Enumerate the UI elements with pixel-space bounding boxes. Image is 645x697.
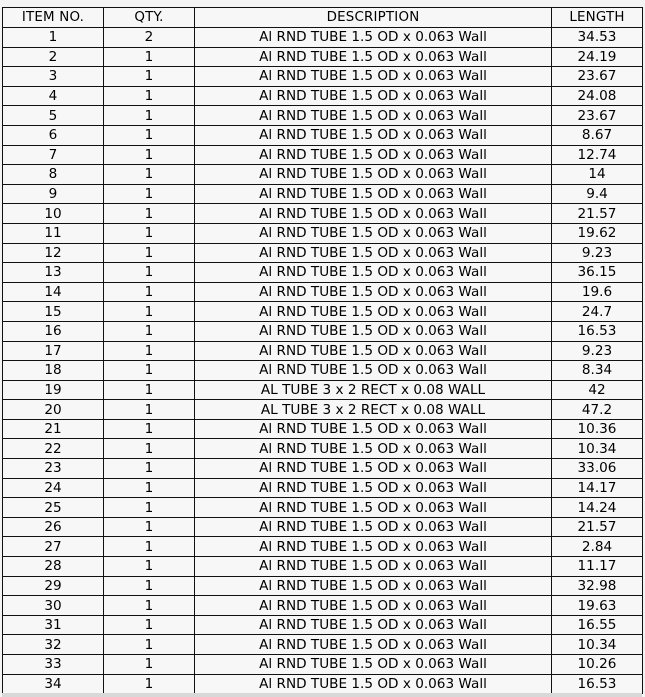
table-row [3, 674, 643, 694]
table-row [3, 557, 643, 577]
cell-item-no: 4 [3, 86, 104, 106]
table-row [3, 204, 643, 224]
cell-item-no: 6 [3, 125, 104, 145]
cell-description: Al RND TUBE 1.5 OD x 0.063 Wall [195, 557, 552, 577]
cell-length: 10.34 [552, 635, 643, 655]
cell-item-no: 32 [3, 635, 104, 655]
header-description: DESCRIPTION [195, 8, 552, 28]
cell-item-no: 2 [3, 47, 104, 67]
cell-length: 21.57 [552, 517, 643, 537]
cell-item-no: 21 [3, 419, 104, 439]
cell-description: Al RND TUBE 1.5 OD x 0.063 Wall [195, 184, 552, 204]
table-row [3, 165, 643, 185]
cell-length: 23.67 [552, 106, 643, 126]
cell-length: 23.67 [552, 67, 643, 87]
table-row [3, 615, 643, 635]
cell-length: 8.67 [552, 125, 643, 145]
cell-qty: 1 [104, 439, 195, 459]
table-row [3, 67, 643, 87]
cell-item-no: 16 [3, 321, 104, 341]
cell-item-no: 8 [3, 165, 104, 185]
cell-description: Al RND TUBE 1.5 OD x 0.063 Wall [195, 282, 552, 302]
header-item-no: ITEM NO. [3, 8, 104, 28]
cell-description: Al RND TUBE 1.5 OD x 0.063 Wall [195, 439, 552, 459]
table-row [3, 184, 643, 204]
cell-qty: 1 [104, 459, 195, 479]
cell-qty: 1 [104, 86, 195, 106]
cell-item-no: 14 [3, 282, 104, 302]
cell-description: Al RND TUBE 1.5 OD x 0.063 Wall [195, 498, 552, 518]
cell-item-no: 18 [3, 361, 104, 381]
cell-qty: 1 [104, 282, 195, 302]
cell-description: Al RND TUBE 1.5 OD x 0.063 Wall [195, 47, 552, 67]
table-row [3, 341, 643, 361]
cell-item-no: 13 [3, 263, 104, 283]
cell-item-no: 27 [3, 537, 104, 557]
cell-description: Al RND TUBE 1.5 OD x 0.063 Wall [195, 223, 552, 243]
cell-item-no: 30 [3, 596, 104, 616]
table-row [3, 498, 643, 518]
cell-description: Al RND TUBE 1.5 OD x 0.063 Wall [195, 478, 552, 498]
table-row [3, 28, 643, 48]
cell-description: Al RND TUBE 1.5 OD x 0.063 Wall [195, 361, 552, 381]
cell-item-no: 9 [3, 184, 104, 204]
cell-qty: 1 [104, 243, 195, 263]
cell-description: AL TUBE 3 x 2 RECT x 0.08 WALL [195, 380, 552, 400]
cell-description: Al RND TUBE 1.5 OD x 0.063 Wall [195, 615, 552, 635]
cell-description: Al RND TUBE 1.5 OD x 0.063 Wall [195, 674, 552, 694]
cell-item-no: 24 [3, 478, 104, 498]
table-row [3, 635, 643, 655]
bom-table-header [3, 8, 643, 28]
cell-item-no: 15 [3, 302, 104, 322]
cell-qty: 1 [104, 47, 195, 67]
table-row [3, 576, 643, 596]
cell-item-no: 12 [3, 243, 104, 263]
cell-qty: 1 [104, 478, 195, 498]
table-row [3, 321, 643, 341]
cell-length: 16.53 [552, 674, 643, 694]
cell-length: 24.7 [552, 302, 643, 322]
cell-qty: 1 [104, 635, 195, 655]
cell-item-no: 28 [3, 557, 104, 577]
table-row [3, 596, 643, 616]
cell-description: Al RND TUBE 1.5 OD x 0.063 Wall [195, 28, 552, 48]
table-row [3, 145, 643, 165]
cell-qty: 1 [104, 419, 195, 439]
cell-item-no: 19 [3, 380, 104, 400]
cell-qty: 1 [104, 361, 195, 381]
cell-item-no: 34 [3, 674, 104, 694]
cell-description: Al RND TUBE 1.5 OD x 0.063 Wall [195, 263, 552, 283]
cell-item-no: 25 [3, 498, 104, 518]
table-row [3, 282, 643, 302]
table-row [3, 655, 643, 675]
cell-item-no: 26 [3, 517, 104, 537]
cell-qty: 1 [104, 145, 195, 165]
cell-qty: 1 [104, 498, 195, 518]
cell-qty: 1 [104, 223, 195, 243]
cell-length: 19.62 [552, 223, 643, 243]
cell-qty: 1 [104, 576, 195, 596]
cell-qty: 1 [104, 517, 195, 537]
table-row [3, 223, 643, 243]
cell-description: Al RND TUBE 1.5 OD x 0.063 Wall [195, 576, 552, 596]
cell-length: 34.53 [552, 28, 643, 48]
cell-qty: 1 [104, 400, 195, 420]
cell-length: 8.34 [552, 361, 643, 381]
cell-description: Al RND TUBE 1.5 OD x 0.063 Wall [195, 341, 552, 361]
cell-item-no: 11 [3, 223, 104, 243]
cell-qty: 1 [104, 184, 195, 204]
cell-length: 36.15 [552, 263, 643, 283]
cell-item-no: 31 [3, 615, 104, 635]
cell-length: 42 [552, 380, 643, 400]
table-row [3, 86, 643, 106]
cell-length: 24.08 [552, 86, 643, 106]
cell-length: 32.98 [552, 576, 643, 596]
cell-description: Al RND TUBE 1.5 OD x 0.063 Wall [195, 243, 552, 263]
cell-description: Al RND TUBE 1.5 OD x 0.063 Wall [195, 635, 552, 655]
cell-length: 10.26 [552, 655, 643, 675]
cell-item-no: 22 [3, 439, 104, 459]
table-row [3, 302, 643, 322]
cell-qty: 1 [104, 596, 195, 616]
cell-description: Al RND TUBE 1.5 OD x 0.063 Wall [195, 655, 552, 675]
cell-length: 47.2 [552, 400, 643, 420]
cell-item-no: 10 [3, 204, 104, 224]
table-bottom-edge [2, 693, 642, 697]
cell-length: 9.4 [552, 184, 643, 204]
table-row [3, 537, 643, 557]
table-row [3, 459, 643, 479]
cell-description: Al RND TUBE 1.5 OD x 0.063 Wall [195, 145, 552, 165]
cell-description: Al RND TUBE 1.5 OD x 0.063 Wall [195, 596, 552, 616]
cell-item-no: 33 [3, 655, 104, 675]
cell-item-no: 23 [3, 459, 104, 479]
table-row [3, 380, 643, 400]
table-row [3, 478, 643, 498]
cell-qty: 1 [104, 125, 195, 145]
bill-of-materials [2, 7, 642, 695]
header-qty: QTY. [104, 8, 195, 28]
cell-length: 16.53 [552, 321, 643, 341]
table-row [3, 439, 643, 459]
table-row [3, 47, 643, 67]
bom-table [2, 7, 643, 694]
cell-length: 14 [552, 165, 643, 185]
cell-description: Al RND TUBE 1.5 OD x 0.063 Wall [195, 67, 552, 87]
cell-length: 19.63 [552, 596, 643, 616]
cell-length: 9.23 [552, 243, 643, 263]
cell-qty: 1 [104, 537, 195, 557]
cell-description: Al RND TUBE 1.5 OD x 0.063 Wall [195, 204, 552, 224]
cell-qty: 1 [104, 615, 195, 635]
cell-description: Al RND TUBE 1.5 OD x 0.063 Wall [195, 302, 552, 322]
cell-description: Al RND TUBE 1.5 OD x 0.063 Wall [195, 517, 552, 537]
cell-length: 10.34 [552, 439, 643, 459]
cell-length: 19.6 [552, 282, 643, 302]
cell-length: 24.19 [552, 47, 643, 67]
table-row [3, 400, 643, 420]
cell-length: 14.24 [552, 498, 643, 518]
cell-description: Al RND TUBE 1.5 OD x 0.063 Wall [195, 537, 552, 557]
bom-table-body [3, 28, 643, 694]
cell-item-no: 3 [3, 67, 104, 87]
cell-length: 16.55 [552, 615, 643, 635]
cell-qty: 1 [104, 655, 195, 675]
cell-qty: 1 [104, 165, 195, 185]
cell-description: Al RND TUBE 1.5 OD x 0.063 Wall [195, 459, 552, 479]
cell-qty: 1 [104, 67, 195, 87]
cell-qty: 1 [104, 302, 195, 322]
cell-description: Al RND TUBE 1.5 OD x 0.063 Wall [195, 165, 552, 185]
cell-qty: 1 [104, 674, 195, 694]
cell-item-no: 1 [3, 28, 104, 48]
cell-length: 12.74 [552, 145, 643, 165]
cell-qty: 1 [104, 341, 195, 361]
table-row [3, 125, 643, 145]
cell-description: Al RND TUBE 1.5 OD x 0.063 Wall [195, 125, 552, 145]
cell-length: 9.23 [552, 341, 643, 361]
cell-qty: 1 [104, 380, 195, 400]
header-length: LENGTH [552, 8, 643, 28]
cell-length: 11.17 [552, 557, 643, 577]
table-row [3, 419, 643, 439]
cell-item-no: 7 [3, 145, 104, 165]
cell-item-no: 29 [3, 576, 104, 596]
header-row [3, 8, 643, 28]
cell-length: 2.84 [552, 537, 643, 557]
cell-item-no: 17 [3, 341, 104, 361]
cell-length: 33.06 [552, 459, 643, 479]
table-row [3, 106, 643, 126]
cell-qty: 2 [104, 28, 195, 48]
cell-qty: 1 [104, 204, 195, 224]
table-row [3, 243, 643, 263]
cell-description: Al RND TUBE 1.5 OD x 0.063 Wall [195, 86, 552, 106]
cell-item-no: 5 [3, 106, 104, 126]
table-row [3, 263, 643, 283]
cell-qty: 1 [104, 321, 195, 341]
cell-qty: 1 [104, 263, 195, 283]
table-row [3, 517, 643, 537]
cell-qty: 1 [104, 557, 195, 577]
cell-description: Al RND TUBE 1.5 OD x 0.063 Wall [195, 321, 552, 341]
cell-item-no: 20 [3, 400, 104, 420]
cell-qty: 1 [104, 106, 195, 126]
cell-length: 10.36 [552, 419, 643, 439]
table-row [3, 361, 643, 381]
cell-length: 21.57 [552, 204, 643, 224]
cell-description: Al RND TUBE 1.5 OD x 0.063 Wall [195, 106, 552, 126]
cell-description: Al RND TUBE 1.5 OD x 0.063 Wall [195, 419, 552, 439]
cell-length: 14.17 [552, 478, 643, 498]
cell-description: AL TUBE 3 x 2 RECT x 0.08 WALL [195, 400, 552, 420]
